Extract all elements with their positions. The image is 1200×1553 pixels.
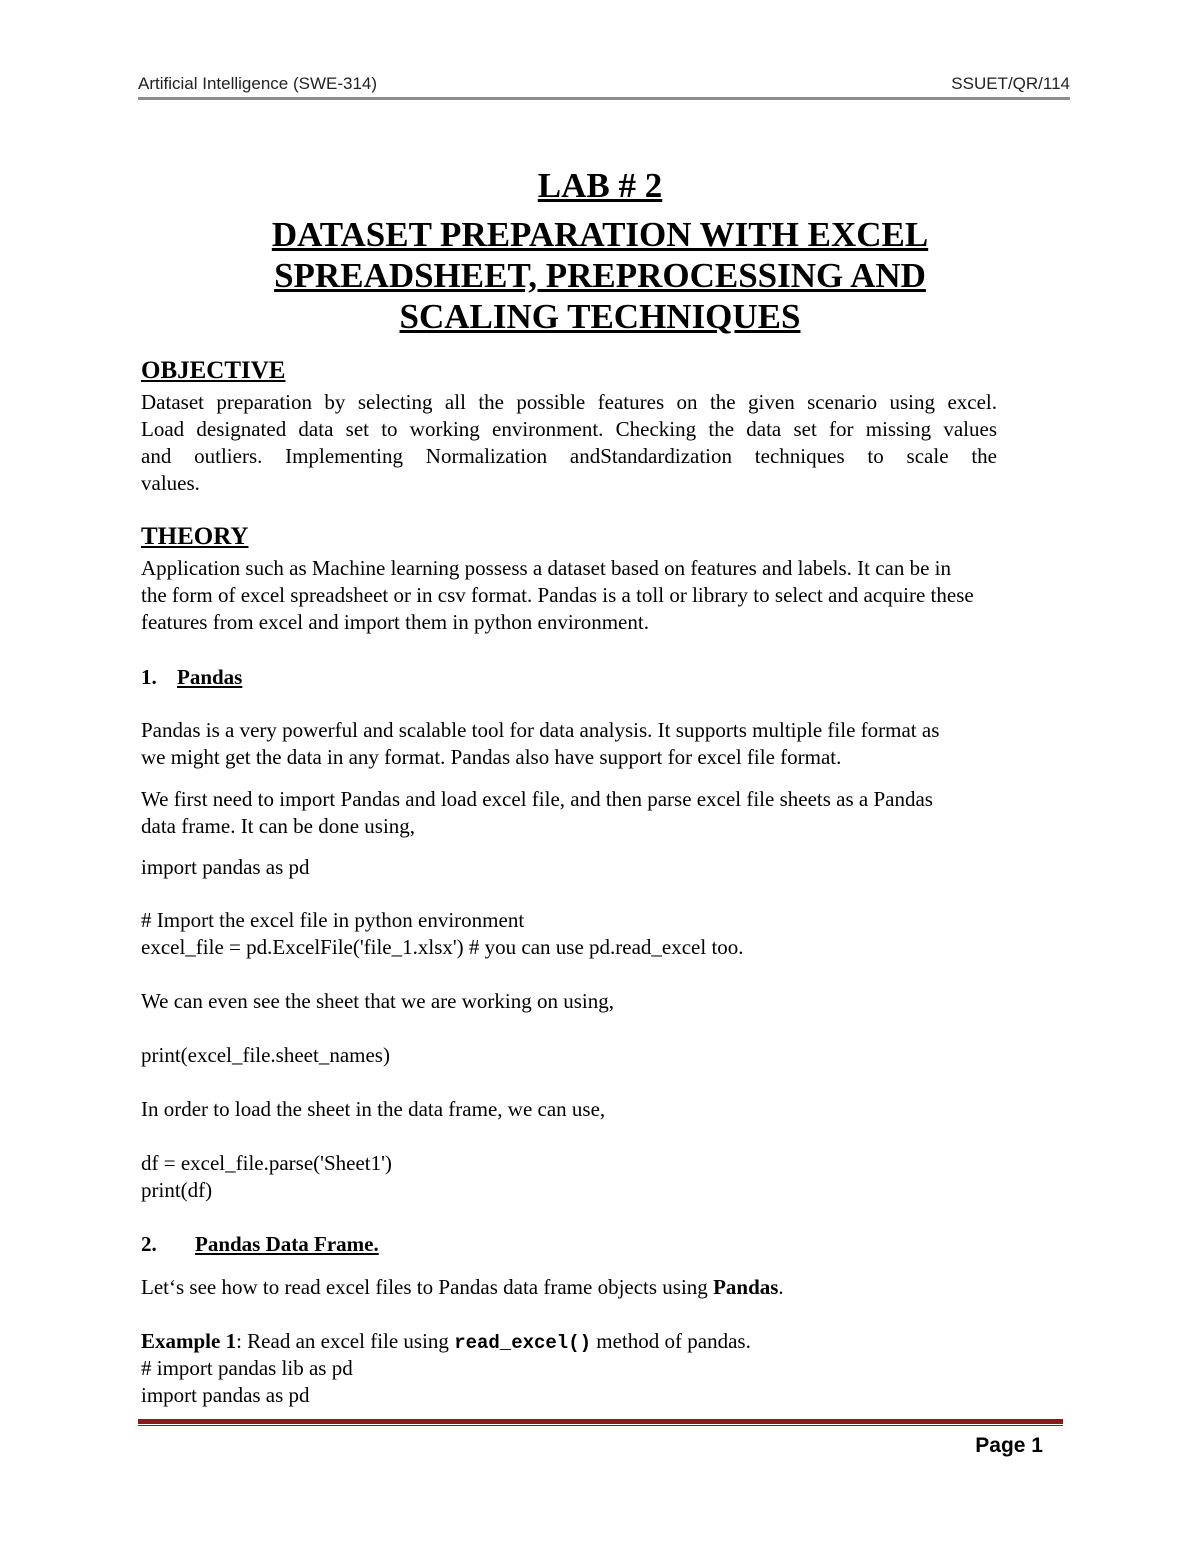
paragraph-line: we might get the data in any format. Pandas also have support for excel file format. (141, 745, 842, 769)
footer-divider (138, 1419, 1063, 1424)
intro-text: Let‘s see how to read excel files to Pandas data frame objects using (141, 1275, 714, 1299)
theory-line: Application such as Machine learning possess a dataset based on features and labels. It can be in (141, 556, 951, 580)
section-2-intro (141, 1275, 784, 1300)
pandas-paragraph-1 (141, 717, 1056, 771)
objective-line: Load designated data set to working environment. Checking the data set for missing values (141, 417, 997, 441)
theory-heading: THEORY (141, 523, 249, 550)
code-line: print(excel_file.sheet_names) (141, 1043, 390, 1067)
code-line: print(df) (141, 1178, 213, 1202)
header-divider (138, 97, 1070, 100)
objective-heading: OBJECTIVE (141, 357, 286, 384)
course-title: Artificial Intelligence (SWE-314) (138, 74, 378, 93)
footer-divider-thin (138, 1425, 1063, 1426)
section-title: Pandas (177, 665, 243, 689)
code-line: # import pandas lib as pd (141, 1356, 353, 1380)
objective-line: and outliers. Implementing Normalization andStandardization techniques to scale the (141, 444, 997, 468)
paragraph-line: We first need to import Pandas and load excel file, and then parse excel file sheets as a Pandas (141, 787, 933, 811)
code-line: df = excel_file.parse('Sheet1') (141, 1151, 392, 1175)
title-line-3: SCALING TECHNIQUES (399, 297, 801, 336)
code-line: excel_file = pd.ExcelFile('file_1.xlsx') # you can use pd.read_excel too. (141, 935, 744, 959)
theory-line: the form of excel spreadsheet or in csv format. Pandas is a toll or library to select and acquire these (141, 583, 974, 607)
paragraph-line: Pandas is a very powerful and scalable tool for data analysis. It supports multiple file format as (141, 718, 940, 742)
intro-suffix: . (778, 1275, 784, 1299)
code-line: # Import the excel file in python environment (141, 908, 525, 932)
objective-line: values. (141, 471, 200, 495)
intro-bold: Pandas (713, 1275, 779, 1299)
paragraph-line: In order to load the sheet in the data frame, we can use, (141, 1097, 606, 1121)
section-number: 2. (141, 1232, 157, 1256)
example-label: Example 1 (141, 1329, 237, 1353)
section-2-heading (141, 1232, 379, 1257)
pandas-paragraph-2 (141, 786, 1056, 840)
paragraph-line: We can even see the sheet that we are working on using, (141, 989, 614, 1013)
example-method: read_excel() (454, 1332, 592, 1354)
example-text: : Read an excel file using (236, 1329, 455, 1353)
objective-paragraph (141, 389, 997, 497)
theory-line: features from excel and import them in python environment. (141, 610, 649, 634)
example-1-line (141, 1329, 751, 1354)
example-suffix: method of pandas. (591, 1329, 751, 1353)
theory-paragraph (141, 555, 1056, 636)
code-line: import pandas as pd (141, 855, 310, 879)
lab-number: LAB # 2 (537, 166, 663, 205)
code-line: import pandas as pd (141, 1383, 310, 1407)
document-code: SSUET/QR/114 (951, 74, 1070, 93)
section-number: 1. (141, 665, 157, 689)
title-line-1: DATASET PREPARATION WITH EXCEL (271, 215, 929, 254)
section-1-heading (141, 665, 243, 690)
title-line-2: SPREADSHEET, PREPROCESSING AND (274, 256, 926, 295)
page-header (138, 74, 1070, 96)
section-title: Pandas Data Frame. (195, 1232, 379, 1256)
objective-line: Dataset preparation by selecting all the possible features on the given scenario using excel. (141, 390, 997, 414)
page-number: Page 1 (975, 1434, 1043, 1457)
paragraph-line: data frame. It can be done using, (141, 814, 416, 838)
